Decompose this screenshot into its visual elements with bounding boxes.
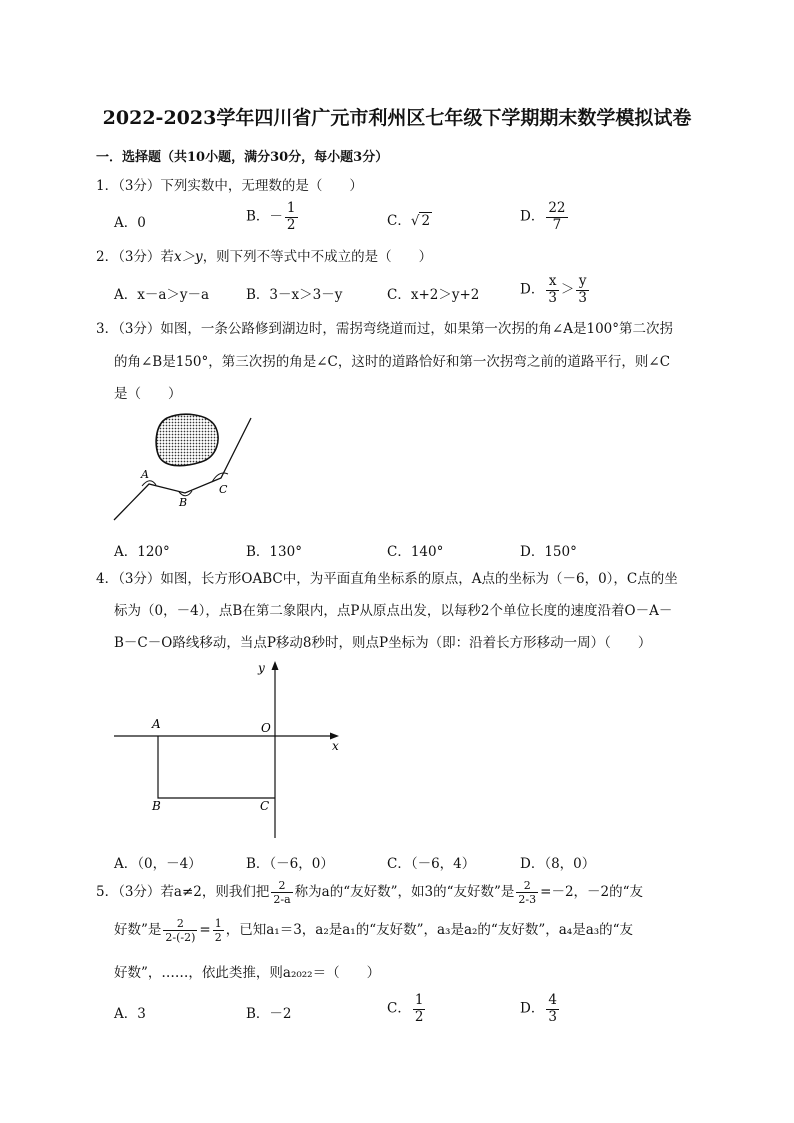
y-axis-arrow [272, 661, 279, 670]
q4-option-a[interactable]: A．（0，－4） [114, 856, 202, 872]
q2-stem-post: ，则下列不等式中不成立的是（ ） [202, 249, 433, 265]
q3-fig-label-a: A [141, 468, 149, 481]
q2-option-b[interactable]: B．3－x＞3－y [246, 287, 343, 303]
q1-d-numerator: 22 [548, 200, 566, 216]
q5-l2-eq: = [199, 922, 211, 938]
q4-fig-label-c: C [260, 799, 270, 813]
q5-stem-line1 [96, 880, 643, 905]
q5-stem-line3: 好数”，……，依此类推，则a₂₀₂₂＝（ ） [114, 965, 381, 981]
rectangle-oabc [158, 736, 275, 798]
q1-d-fraction [546, 202, 567, 232]
q1-d-denominator: 7 [552, 216, 562, 233]
q1-d-label: D． [520, 208, 545, 225]
q2-d-fraction-1 [546, 275, 559, 305]
q5-option-c[interactable] [387, 994, 427, 1024]
q5-l2-result-num: 1 [214, 917, 222, 930]
section-heading: 一．选择题（共10小题，满分30分，每小题3分） [96, 150, 389, 165]
q4-option-c[interactable]: C．（－6，4） [387, 856, 476, 872]
q5-l2-fraction-den: 2-(-2) [165, 931, 196, 944]
q1-b-denominator: 2 [286, 216, 296, 233]
q5-l1-fraction-num: 2 [271, 880, 292, 893]
q1-stem: 1．（3分）下列实数中，无理数的是（ ） [96, 178, 363, 194]
q5-l2-result-fraction [213, 918, 224, 943]
q4-option-d[interactable]: D．（8，0） [520, 856, 596, 872]
q1-c-sqrt: √ 2 [410, 213, 431, 229]
q1-option-b[interactable] [246, 202, 300, 232]
q3-option-a[interactable]: A．120° [114, 544, 170, 560]
q2-d-denominator-2: 3 [578, 289, 588, 306]
q5-l1-post: =－2，－2的“友 [540, 884, 644, 900]
q4-fig-label-x: x [332, 739, 339, 753]
q1-b-sign: － [269, 208, 283, 225]
q5-l1-example-num: 2 [516, 880, 538, 893]
q5-option-d[interactable] [520, 994, 561, 1024]
q2-d-numerator-1: x [546, 275, 559, 291]
q5-c-denominator: 2 [414, 1008, 424, 1025]
q5-l1-mid: 称为a的“友好数”，如3的“友好数”是 [294, 884, 515, 900]
q2-d-label: D． [520, 281, 545, 298]
q2-option-a[interactable]: A．x－a＞y－a [114, 287, 210, 303]
q2-option-c[interactable]: C．x+2＞y+2 [387, 287, 480, 303]
q5-stem-line2 [114, 918, 633, 943]
q5-c-numerator: 1 [414, 992, 424, 1008]
q4-coordinate-figure [110, 658, 350, 843]
q1-a-label: A． [114, 215, 138, 231]
q5-d-label: D． [520, 1000, 545, 1017]
q2-option-d[interactable] [520, 275, 591, 305]
q1-option-d[interactable] [520, 202, 570, 232]
q1-b-fraction [285, 202, 298, 232]
q2-stem-pre: 2．（3分）若 [96, 249, 174, 265]
q2-d-fraction-2 [576, 275, 589, 305]
q2-stem [96, 248, 432, 266]
q3-option-d[interactable]: D．150° [520, 544, 577, 560]
q5-d-denominator: 3 [548, 1008, 557, 1025]
lake-shape [156, 414, 218, 465]
q5-c-label: C． [387, 1000, 411, 1017]
q5-l1-fraction [271, 880, 292, 905]
q3-fig-label-b: B [179, 496, 188, 509]
q5-l2-pre: 好数”是 [114, 922, 162, 938]
q4-fig-label-y: y [258, 661, 265, 675]
q4-stem-line3: B－C－O路线移动，当点P移动8秒时，则点P坐标为（即：沿着长方形移动一周）（ ） [114, 635, 652, 651]
q3-stem-line2: 的角∠B是150°，第三次拐的角是∠C，这时的道路恰好和第一次拐弯之前的道路平行，则∠C [114, 354, 671, 370]
q5-l1-pre: 5．（3分）若a≠2，则我们把 [96, 884, 270, 900]
q1-option-c[interactable] [387, 209, 432, 229]
q3-fig-label-c: C [219, 483, 228, 496]
page-title: 2022-2023学年四川省广元市利州区七年级下学期期末数学模拟试卷 [102, 107, 692, 129]
q1-c-label: C． [387, 213, 411, 229]
q5-l2-result-den: 2 [214, 931, 222, 944]
q2-d-gt: ＞ [560, 281, 575, 298]
q3-option-c[interactable]: C．140° [387, 544, 444, 560]
q5-d-fraction [546, 994, 559, 1024]
q3-lake-road-figure [105, 412, 265, 527]
q4-fig-label-o: O [261, 721, 271, 735]
q4-option-b[interactable]: B．（－6，0） [246, 856, 334, 872]
q5-c-fraction [413, 994, 426, 1024]
q5-l2-post: ，已知a₁＝3，a₂是a₁的“友好数”，a₃是a₂的“友好数”，a₄是a₃的“友 [225, 922, 634, 938]
q5-l1-fraction-den: 2-a [273, 893, 291, 906]
q1-c-radicand: 2 [421, 213, 431, 229]
q5-l2-fraction [163, 918, 197, 943]
q1-b-numerator: 1 [286, 200, 296, 216]
q3-stem-line1: 3．（3分）如图，一条公路修到湖边时，需拐弯绕道而过，如果第一次拐的角∠A是100°第二次拐 [96, 321, 674, 337]
q4-fig-label-b: B [152, 799, 161, 813]
q4-stem-line1: 4．（3分）如图，长方形OABC中，为平面直角坐标系的原点，A点的坐标为（－6，0），C点的坐 [96, 571, 678, 587]
q1-b-label: B． [246, 208, 270, 225]
q5-option-b[interactable]: B．－2 [246, 1006, 292, 1022]
q4-stem-line2: 标为（0，－4），点B在第二象限内，点P从原点出发，以每秒2个单位长度的速度沿着O－A－ [114, 603, 673, 619]
q4-fig-label-a: A [152, 717, 161, 731]
q2-d-numerator-2: y [576, 275, 589, 291]
q5-option-a[interactable]: A．3 [114, 1006, 146, 1022]
q5-l2-fraction-num: 2 [163, 918, 197, 931]
q2-stem-condition: x＞y [173, 249, 203, 265]
q1-a-value: 0 [137, 215, 146, 231]
q5-d-numerator: 4 [548, 992, 557, 1008]
q3-stem-line3: 是（ ） [114, 386, 182, 402]
q5-l1-example-fraction [516, 880, 538, 905]
q2-d-denominator-1: 3 [548, 289, 557, 306]
q5-l1-example-den: 2-3 [518, 893, 537, 906]
q1-option-a[interactable] [114, 211, 146, 231]
q3-option-b[interactable]: B．130° [246, 544, 302, 560]
